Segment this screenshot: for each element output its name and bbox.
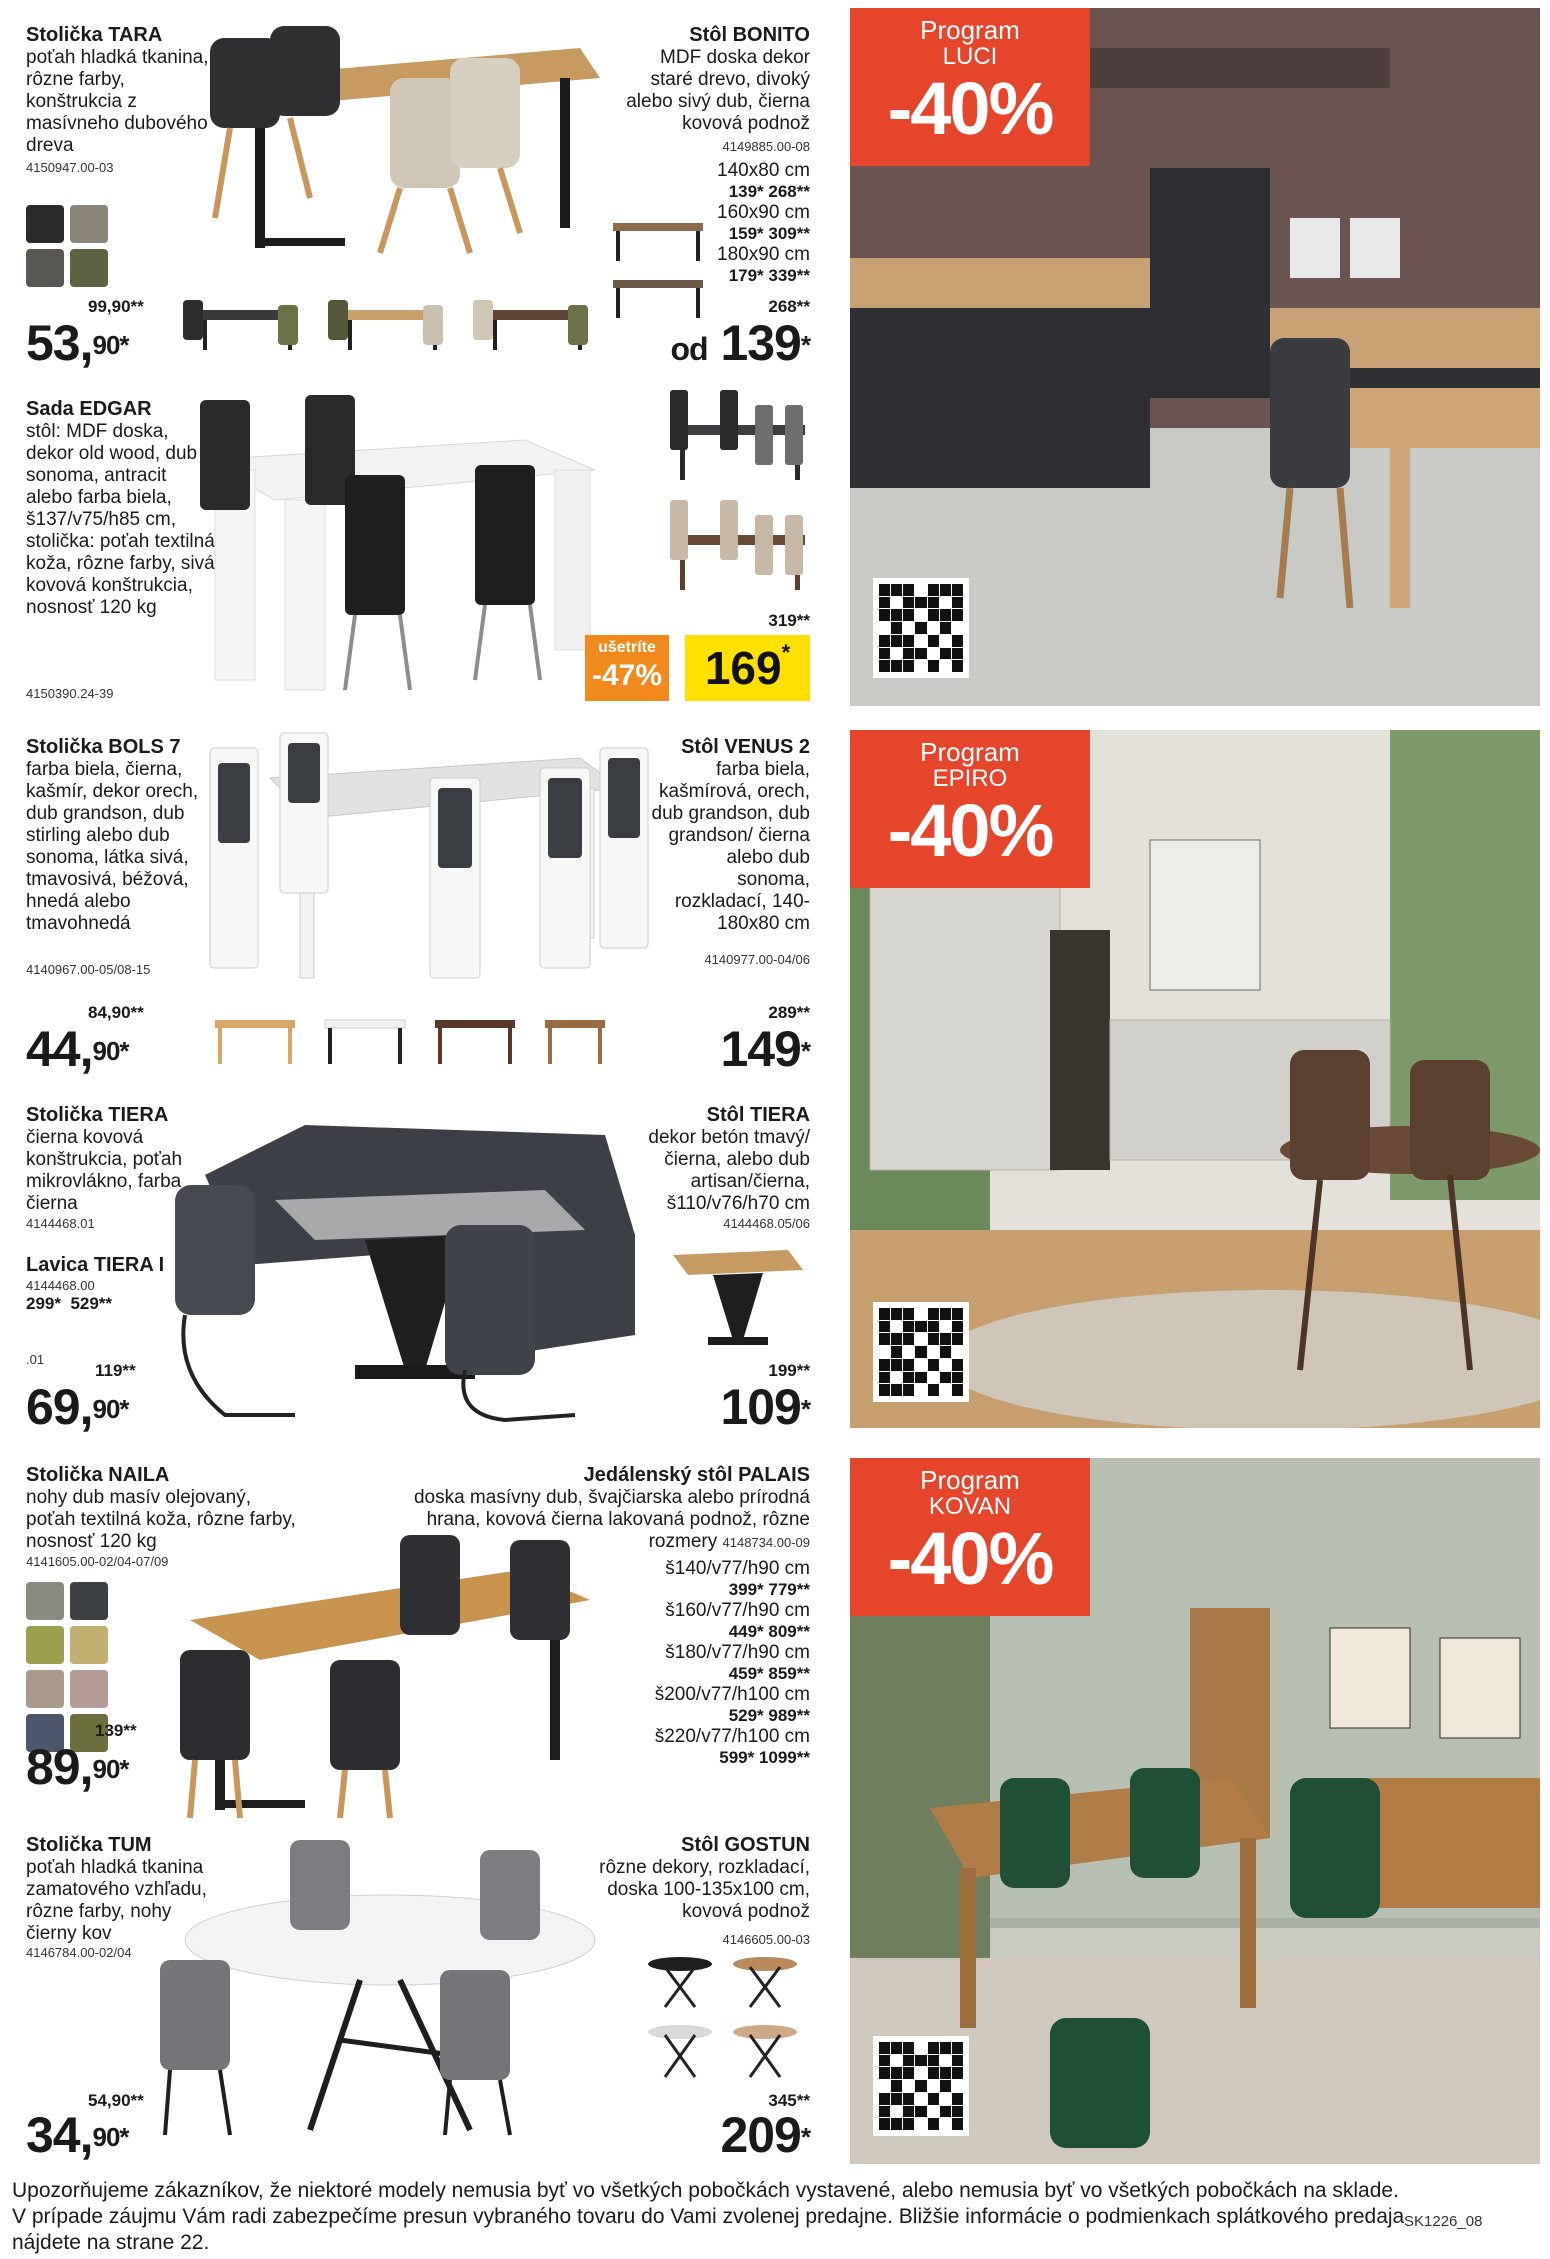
tiera-chair-old-price: 119** <box>95 1361 136 1380</box>
tiera-small-code: .01 <box>26 1352 45 1367</box>
edgar-price-badge <box>685 635 810 701</box>
program-luci-name: LUCI <box>942 43 998 70</box>
tara-desc: poťah hladká tkanina, rôzne farby, konštrukcia z masívneho dubového dreva <box>26 47 209 156</box>
palais-size: š140/v77/h90 cm <box>665 1558 810 1579</box>
program-kovan-name: KOVAN <box>928 1493 1012 1520</box>
tiera-chair-price <box>26 1379 129 1435</box>
gostun-price <box>640 2107 810 2163</box>
tara-product-photo <box>200 18 610 258</box>
bonito-code: 4149885.00-08 <box>722 139 810 154</box>
tara-price-int: 53, <box>26 315 93 371</box>
gostun-variant-photos <box>640 1952 810 2092</box>
tara-set-thumbnails <box>178 290 618 360</box>
tara-color-swatch <box>70 205 108 243</box>
tum-code: 4146784.00-02/04 <box>26 1945 132 1960</box>
bonito-price-prefix: od <box>670 331 708 367</box>
program-luci-qr-code[interactable] <box>873 578 969 678</box>
venus-title: Stôl VENUS 2 <box>681 736 810 758</box>
venus-code: 4140977.00-04/06 <box>704 952 810 967</box>
tum-price <box>26 2107 129 2163</box>
tum-desc: poťah hladká tkanina zamatového vzhľadu, rôzne farby, nohy čierny kov <box>26 1857 207 1944</box>
naila-title: Stolička NAILA <box>26 1464 170 1486</box>
palais-size-price: 399* 779** <box>728 1580 810 1599</box>
bonito-old-price: 268** <box>768 297 810 316</box>
palais-code: 4148734.00-09 <box>722 1535 810 1550</box>
palais-size-price: 529* 989** <box>728 1706 810 1725</box>
naila-code: 4141605.00-02/04-07/09 <box>26 1554 169 1569</box>
tiera-bench-title: Lavica TIERA I <box>26 1254 165 1276</box>
tara-price-cents: 90* <box>92 330 129 360</box>
naila-color-swatch <box>70 1582 108 1620</box>
venus-old-price: 289** <box>768 1003 810 1022</box>
bols-price-int: 44, <box>26 1021 93 1077</box>
gostun-desc: rôzne dekory, rozkladací, doska 100-135x100 cm, kovová podnož <box>599 1857 810 1922</box>
tiera-chair-price-int: 69, <box>26 1379 93 1435</box>
gostun-code: 4146605.00-03 <box>722 1932 810 1947</box>
tiera-table-photo <box>668 1245 808 1355</box>
naila-old-price: 139** <box>95 1721 137 1740</box>
gostun-title: Stôl GOSTUN <box>681 1834 810 1856</box>
program-epiro-name: EPIRO <box>932 765 1008 792</box>
page-code: SK1226_08 <box>1404 2213 1483 2230</box>
edgar-product-photo <box>195 390 605 700</box>
palais-size: š180/v77/h90 cm <box>665 1642 810 1663</box>
edgar-variant-photos <box>665 385 815 595</box>
venus-price-cents: * <box>800 1036 810 1066</box>
program-epiro-discount: -40% <box>887 789 1053 872</box>
bols-price <box>26 1021 129 1077</box>
bonito-price-cents: * <box>800 330 810 360</box>
tiera-bench-prices <box>26 1294 112 1314</box>
edgar-desc: stôl: MDF doska, dekor old wood, dub sonoma, antracit alebo farba biela, š137/v75/h85 cm, stolička: poťah textilná koža, rôzne farby, sivá kovová konštrukcia, nosnosť 120 kg <box>26 421 215 618</box>
tiera-bench-code: 4144468.00 <box>26 1278 95 1293</box>
tara-code: 4150947.00-03 <box>26 160 114 175</box>
tiera-bench-old-price: 529** <box>70 1294 113 1313</box>
tiera-table-code: 4144468.05/06 <box>723 1216 810 1231</box>
naila-color-swatch <box>26 1626 64 1664</box>
naila-color-swatch <box>70 1670 108 1708</box>
tara-price <box>26 315 129 371</box>
bonito-desc: MDF doska dekor staré drevo, divoký alebo sivý dub, čierna kovová podnož <box>626 47 810 134</box>
tiera-table-title: Stôl TIERA <box>706 1104 810 1126</box>
tum-title: Stolička TUM <box>26 1834 152 1856</box>
naila-price <box>26 1739 129 1795</box>
tara-title: Stolička TARA <box>26 24 163 46</box>
program-epiro-badge <box>850 730 1090 888</box>
bols-code: 4140967.00-05/08-15 <box>26 962 151 977</box>
edgar-title: Sada EDGAR <box>26 398 152 420</box>
program-epiro-label: Program <box>920 737 1020 767</box>
program-kovan-label: Program <box>920 1465 1020 1495</box>
gostun-old-price: 345** <box>768 2091 810 2110</box>
palais-title: Jedálenský stôl PALAIS <box>583 1464 810 1486</box>
program-luci-badge <box>850 8 1090 166</box>
venus-price <box>640 1021 810 1077</box>
palais-desc-text: doska masívny dub, švajčiarska alebo prírodná hrana, kovová čierna lakovaná podnož, rôzne rozmery <box>413 1487 810 1552</box>
gostun-price-int: 209 <box>720 2107 801 2163</box>
tum-old-price: 54,90** <box>88 2091 144 2110</box>
tum-product-photo <box>160 1840 610 2140</box>
bonito-size: 160x90 cm <box>717 202 810 223</box>
palais-size: š200/v77/h100 cm <box>654 1684 810 1705</box>
palais-desc <box>380 1487 810 1553</box>
edgar-price: 169 <box>704 642 782 694</box>
tiera-table-price-cents: * <box>800 1394 810 1424</box>
naila-price-cents: 90* <box>92 1754 129 1784</box>
tiera-chair-code: 4144468.01 <box>26 1216 95 1231</box>
tiera-chair-price-cents: 90* <box>92 1394 129 1424</box>
bols-title: Stolička BOLS 7 <box>26 736 181 758</box>
bonito-size: 180x90 cm <box>717 244 810 265</box>
program-kovan-qr-code[interactable] <box>873 2036 969 2136</box>
edgar-price-cents: * <box>781 640 791 665</box>
tiera-product-photo <box>165 1115 645 1425</box>
venus-price-int: 149 <box>720 1021 801 1077</box>
bols-old-price: 84,90** <box>88 1003 144 1022</box>
edgar-code: 4150390.24-39 <box>26 686 114 701</box>
naila-price-int: 89, <box>26 1739 93 1795</box>
palais-size-price: 449* 809** <box>728 1622 810 1641</box>
palais-size-price: 459* 859** <box>728 1664 810 1683</box>
bonito-size-price: 139* 268** <box>728 182 810 201</box>
naila-color-swatch <box>26 1670 64 1708</box>
tiera-table-old-price: 199** <box>768 1361 810 1380</box>
palais-size-price: 599* 1099** <box>719 1748 810 1767</box>
bols-product-photo <box>200 728 660 998</box>
footer-notice: Upozorňujeme zákazníkov, že niektoré modely nemusia byť vo všetkých pobočkách vystavené, alebo nemusia byť vo všetkých pobočkách na sklade. V prípade záujmu Vám radi zabezpečíme presun vybraného tovaru do Vami zvolenej predajne. Bližšie informácie o podmienkach splátkového predaja nájdete na strane 22. <box>12 2179 1405 2254</box>
tara-color-swatch <box>70 249 108 287</box>
naila-color-swatch <box>70 1626 108 1664</box>
program-luci-discount: -40% <box>887 67 1053 150</box>
edgar-old-price: 319** <box>768 611 810 630</box>
tara-color-swatch <box>26 249 64 287</box>
tiera-chair-title: Stolička TIERA <box>26 1104 169 1126</box>
naila-desc: nohy dub masív olejovaný, poťah textilná koža, rôzne farby, nosnosť 120 kg <box>26 1487 296 1552</box>
bols-desc: farba biela, čierna, kašmír, dekor orech, dub grandson, dub stirling alebo dub sonoma, látka sivá, tmavosivá, béžová, hnedá alebo tmavohnedá <box>26 759 199 934</box>
program-kovan-badge <box>850 1458 1090 1616</box>
tiera-table-price-int: 109 <box>720 1379 801 1435</box>
program-kovan-discount: -40% <box>887 1517 1053 1600</box>
naila-product-photo <box>180 1530 600 1820</box>
tiera-table-price <box>640 1379 810 1435</box>
bonito-price <box>600 315 810 374</box>
tara-color-swatch <box>26 205 64 243</box>
naila-color-swatch <box>26 1582 64 1620</box>
gostun-price-cents: * <box>800 2122 810 2152</box>
bonito-size-price: 159* 309** <box>728 224 810 243</box>
tara-old-price: 99,90** <box>88 297 144 316</box>
tiera-table-desc: dekor betón tmavý/ čierna, alebo dub artisan/čierna, š110/v76/h70 cm <box>648 1127 810 1214</box>
palais-size: š220/v77/h100 cm <box>654 1726 810 1747</box>
bonito-price-int: 139 <box>720 315 801 371</box>
venus-variant-photos <box>210 1010 610 1070</box>
edgar-save-badge <box>585 635 669 701</box>
tiera-chair-desc: čierna kovová konštrukcia, poťah mikrovlákno, farba čierna <box>26 1127 183 1214</box>
bonito-size-price: 179* 339** <box>728 266 810 285</box>
edgar-save-pct: -47% <box>591 659 663 692</box>
program-luci-label: Program <box>920 15 1020 45</box>
bonito-title: Stôl BONITO <box>689 24 810 46</box>
tum-price-int: 34, <box>26 2107 93 2163</box>
tum-price-cents: 90* <box>92 2122 129 2152</box>
bonito-product-photo <box>608 215 708 325</box>
program-epiro-qr-code[interactable] <box>873 1302 969 1402</box>
tiera-bench-price: 299* <box>26 1294 61 1313</box>
palais-size: š160/v77/h90 cm <box>665 1600 810 1621</box>
bols-price-cents: 90* <box>92 1036 129 1066</box>
venus-desc: farba biela, kašmírová, orech, dub grandson, dub grandson/ čierna alebo dub sonoma, rozkladací, 140-180x80 cm <box>651 759 810 934</box>
bonito-size: 140x80 cm <box>717 160 810 181</box>
palais-size-list <box>600 1558 810 1768</box>
edgar-save-label: ušetríte <box>598 639 656 656</box>
